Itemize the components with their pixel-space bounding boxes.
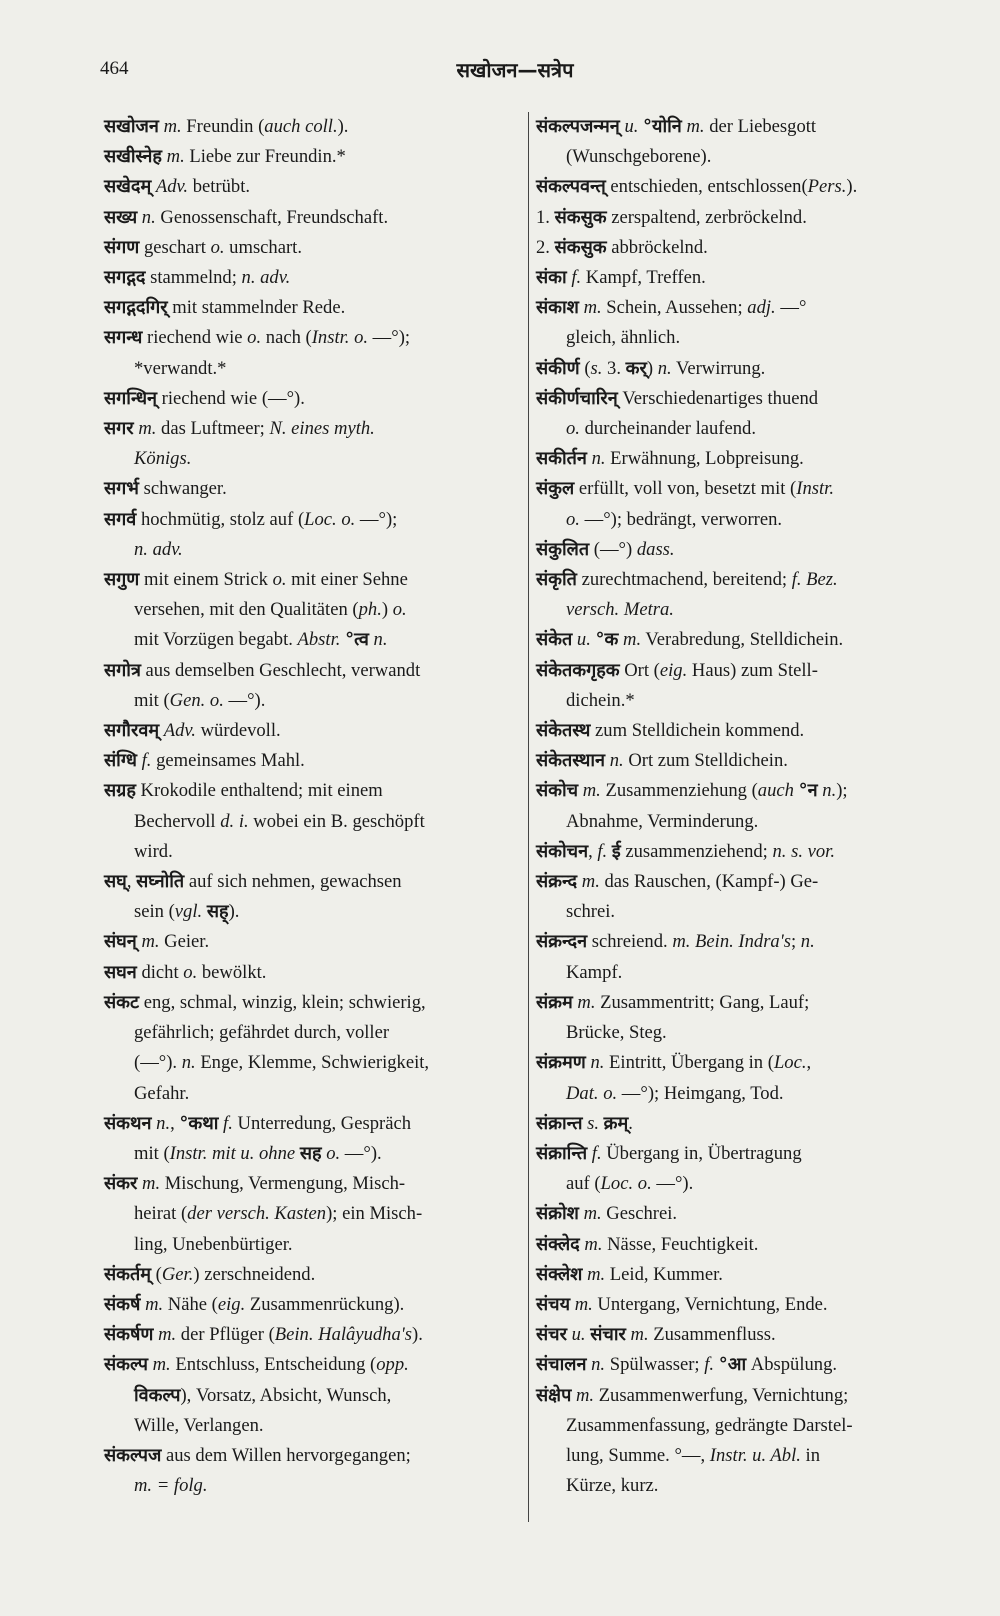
entry-continuation-line: o. durcheinander laufend. — [566, 418, 756, 440]
entry-continuation-line: Gefahr. — [134, 1082, 190, 1104]
entry-line: संकर्षण m. der Pflüger (Bein. Halâyudha's). — [104, 1324, 423, 1346]
entry-continuation-line: *verwandt.* — [134, 357, 227, 379]
dictionary-entry — [536, 1260, 960, 1290]
dictionary-entry — [536, 444, 960, 474]
entry-line: संकल्प m. Entschluss, Entscheidung (opp. — [104, 1354, 409, 1376]
entry-line: संकल्पजन्मन् u. °योनि m. der Liebesgott — [536, 116, 817, 137]
dictionary-entry — [104, 776, 514, 867]
dictionary-entry — [104, 263, 514, 293]
dictionary-entry — [536, 474, 960, 534]
entry-line: संकेतस्थ zum Stelldichein kommend. — [536, 720, 805, 742]
page-header — [100, 58, 930, 88]
entry-line: संक्रम m. Zusammentritt; Gang, Lauf; — [536, 991, 810, 1013]
entry-continuation-line: Dat. o. —°); Heimgang, Tod. — [566, 1082, 784, 1104]
entry-line: संकथन n., °कथा f. Unterredung, Gespräch — [104, 1112, 411, 1134]
entry-continuation-line: versch. Metra. — [566, 599, 674, 621]
entry-line: संकुल erfüllt, voll von, besetzt mit (Instr. — [536, 478, 834, 500]
entry-continuation-line: Abnahme, Verminderung. — [566, 810, 759, 832]
entry-line: सकीर्तन n. Erwähnung, Lobpreisung. — [536, 448, 804, 470]
dictionary-entry — [104, 958, 514, 988]
entry-continuation-line: Kampf. — [566, 961, 623, 983]
entry-line: संकीर्ण (s. 3. कर्) n. Verwirrung. — [536, 357, 766, 379]
entry-continuation-line: Brücke, Steg. — [566, 1022, 667, 1044]
dictionary-entry — [536, 927, 960, 987]
entry-line: सग्रह Krokodile enthaltend; mit einem — [104, 780, 383, 802]
entry-line: संकृति zurechtmachend, bereitend; f. Bez. — [536, 569, 838, 591]
entry-line: संकेतकगृहक Ort (eig. Haus) zum Stell- — [536, 659, 818, 681]
entry-continuation-line: heirat (der versch. Kasten); ein Misch- — [134, 1203, 423, 1225]
entry-line: संक्लेश m. Leid, Kummer. — [536, 1263, 723, 1285]
dictionary-entry — [536, 776, 960, 836]
left-column — [104, 112, 514, 1501]
entry-line: सगन्धिन् riechend wie (—°). — [104, 387, 305, 409]
dictionary-entry — [104, 505, 514, 565]
dictionary-entry — [536, 1350, 960, 1380]
running-head: सखोजन—सत्रेप — [456, 58, 574, 82]
dictionary-entry — [536, 535, 960, 565]
dictionary-entry — [536, 1320, 960, 1350]
entry-continuation-line: lung, Summe. °—, Instr. u. Abl. in — [566, 1444, 821, 1466]
dictionary-entry — [536, 1230, 960, 1260]
entry-line: संक्रमण n. Eintritt, Übergang in (Loc., — [536, 1052, 812, 1074]
dictionary-entry — [104, 112, 514, 142]
entry-line: संकर्तम् (Ger.) zerschneidend. — [104, 1263, 316, 1285]
entry-continuation-line: mit (Instr. mit u. ohne सह o. —°). — [134, 1142, 382, 1164]
entry-line: संगण geschart o. umschart. — [104, 236, 302, 258]
entry-line: सघ्, सघ्नोति auf sich nehmen, gewachsen — [104, 871, 402, 893]
dictionary-entry — [536, 716, 960, 746]
dictionary-entry — [536, 988, 960, 1048]
entry-continuation-line: gleich, ähnlich. — [566, 327, 681, 349]
entry-line: सगुण mit einem Strick o. mit einer Sehne — [104, 569, 408, 591]
entry-line: संक्रन्दन schreiend. m. Bein. Indra's; n. — [536, 931, 815, 953]
entry-line: 2. संकसुक abbröckelnd. — [536, 236, 708, 258]
dictionary-entry — [104, 384, 514, 414]
dictionary-entry — [536, 1048, 960, 1108]
entry-line: संकेतस्थान n. Ort zum Stelldichein. — [536, 750, 788, 772]
entry-line: सगद्गदगिर् mit stammelnder Rede. — [104, 297, 346, 319]
dictionary-entry — [536, 1199, 960, 1229]
entry-line: संक्रान्ति f. Übergang in, Übertragung — [536, 1142, 802, 1164]
dictionary-entry — [536, 1290, 960, 1320]
entry-line: संकेत u. °क m. Verabredung, Stelldichein. — [536, 629, 844, 651]
dictionary-entry — [536, 263, 960, 293]
entry-line: सघन dicht o. bewölkt. — [104, 961, 267, 983]
dictionary-entry — [536, 112, 960, 172]
entry-line: संकर्ष m. Nähe (eig. Zusammenrückung). — [104, 1293, 405, 1315]
entry-line: संचर u. संचार m. Zusammenfluss. — [536, 1324, 776, 1346]
entry-continuation-line: विकल्प), Vorsatz, Absicht, Wunsch, — [134, 1384, 392, 1406]
dictionary-entry — [104, 1320, 514, 1350]
dictionary-entry — [536, 354, 960, 384]
dictionary-entry — [104, 656, 514, 716]
entry-line: संक्रान्त s. क्रम्. — [536, 1112, 633, 1134]
dictionary-entry — [536, 837, 960, 867]
entry-continuation-line: versehen, mit den Qualitäten (ph.) o. — [134, 599, 407, 621]
entry-line: सगोत्र aus demselben Geschlecht, verwandt — [104, 659, 421, 681]
dictionary-entry — [536, 203, 960, 233]
dictionary-entry — [104, 323, 514, 383]
dictionary-entry — [536, 384, 960, 444]
dictionary-entry — [104, 867, 514, 927]
entry-continuation-line: o. —°); bedrängt, verworren. — [566, 508, 783, 530]
entry-line: संघन् m. Geier. — [104, 931, 210, 953]
page-number: 464 — [100, 58, 129, 79]
dictionary-entry — [536, 1109, 960, 1139]
entry-continuation-line: mit (Gen. o. —°). — [134, 689, 266, 711]
dictionary-entry — [104, 142, 514, 172]
dictionary-entry — [104, 233, 514, 263]
entry-continuation-line: sein (vgl. सह्). — [134, 901, 240, 923]
entry-continuation-line: auf (Loc. o. —°). — [566, 1173, 694, 1195]
dictionary-entry — [104, 172, 514, 202]
entry-line: संकल्पवन्त् entschieden, entschlossen(Pers.). — [536, 176, 858, 198]
entry-continuation-line: (Wunschgeborene). — [566, 146, 712, 168]
dictionary-entry — [536, 293, 960, 353]
entry-line: सगर m. das Luftmeer; N. eines myth. — [104, 418, 375, 440]
entry-line: संकर m. Mischung, Vermengung, Misch- — [104, 1173, 406, 1195]
entry-line: संकट eng, schmal, winzig, klein; schwierig, — [104, 991, 426, 1013]
entry-line: संकुलित (—°) dass. — [536, 538, 675, 560]
column-divider — [528, 112, 529, 1522]
dictionary-entry — [104, 474, 514, 504]
entry-continuation-line: ling, Unebenbürtiger. — [134, 1233, 293, 1255]
entry-line: संकोचन, f. ई zusammenziehend; n. s. vor. — [536, 840, 835, 862]
dictionary-entry — [104, 565, 514, 656]
dictionary-entry — [104, 716, 514, 746]
entry-line: संका f. Kampf, Treffen. — [536, 267, 706, 289]
dictionary-entry — [104, 1169, 514, 1260]
entry-line: संकल्पज aus dem Willen hervorgegangen; — [104, 1444, 411, 1466]
dictionary-entry — [104, 203, 514, 233]
dictionary-entry — [104, 746, 514, 776]
dictionary-entry — [536, 172, 960, 202]
dictionary-entry — [104, 927, 514, 957]
entry-line: सगद्गद stammelnd; n. adv. — [104, 267, 291, 289]
dictionary-entry — [536, 233, 960, 263]
dictionary-entry — [104, 1350, 514, 1441]
dictionary-entry — [536, 867, 960, 927]
dictionary-entry — [104, 988, 514, 1109]
entry-continuation-line: dichein.* — [566, 689, 635, 711]
dictionary-entry — [536, 746, 960, 776]
entry-continuation-line: Kürze, kurz. — [566, 1475, 659, 1497]
entry-continuation-line: n. adv. — [134, 538, 183, 560]
entry-continuation-line: wird. — [134, 840, 173, 862]
entry-continuation-line: (—°). n. Enge, Klemme, Schwierigkeit, — [134, 1052, 430, 1074]
entry-continuation-line: mit Vorzügen begabt. Abstr. °त्व n. — [134, 629, 388, 651]
dictionary-entry — [104, 414, 514, 474]
entry-continuation-line: schrei. — [566, 901, 616, 923]
entry-line: संक्लेद m. Nässe, Feuchtigkeit. — [536, 1233, 759, 1255]
entry-continuation-line: gefährlich; gefährdet durch, voller — [134, 1022, 390, 1044]
entry-line: सगौरवम् Adv. würdevoll. — [104, 720, 281, 742]
entry-line: संकोच m. Zusammenziehung (auch °न n.); — [536, 780, 848, 802]
entry-line: सखोजन m. Freundin (auch coll.). — [104, 116, 349, 137]
entry-line: संकाश m. Schein, Aussehen; adj. —° — [536, 297, 807, 319]
entry-line: सखेदम् Adv. betrübt. — [104, 176, 251, 198]
entry-line: सखीस्नेह m. Liebe zur Freundin.* — [104, 146, 346, 168]
entry-line: संचालन n. Spülwasser; f. °आ Abspülung. — [536, 1354, 838, 1376]
dictionary-entry — [536, 1381, 960, 1502]
entry-line: सगर्व hochmütig, stolz auf (Loc. o. —°); — [104, 508, 398, 530]
dictionary-entry — [104, 1290, 514, 1320]
entry-line: सगन्ध riechend wie o. nach (Instr. o. —°); — [104, 327, 411, 349]
dictionary-entry — [104, 1109, 514, 1169]
entry-line: संक्षेप m. Zusammenwerfung, Vernichtung; — [536, 1384, 849, 1406]
dictionary-entry — [536, 565, 960, 625]
dictionary-entry — [104, 293, 514, 323]
dictionary-entry — [536, 625, 960, 655]
entry-line: संक्रन्द m. das Rauschen, (Kampf-) Ge- — [536, 871, 819, 893]
entry-line: संग्धि f. gemeinsames Mahl. — [104, 750, 305, 772]
entry-continuation-line: m. = folg. — [134, 1475, 208, 1497]
entry-line: संकीर्णचारिन् Verschiedenartiges thuend — [536, 387, 819, 409]
dictionary-entry — [536, 1139, 960, 1199]
entry-continuation-line: Königs. — [134, 448, 192, 470]
entry-line: संचय m. Untergang, Vernichtung, Ende. — [536, 1293, 828, 1315]
entry-line: 1. संकसुक zerspaltend, zerbröckelnd. — [536, 206, 807, 228]
right-column — [536, 112, 960, 1501]
entry-continuation-line: Wille, Verlangen. — [134, 1414, 264, 1436]
dictionary-entry — [104, 1441, 514, 1501]
entry-continuation-line: Zusammenfassung, gedrängte Darstel- — [566, 1414, 853, 1436]
entry-line: संक्रोश m. Geschrei. — [536, 1203, 678, 1225]
entry-line: सगर्भ schwanger. — [104, 478, 227, 500]
entry-continuation-line: Bechervoll d. i. wobei ein B. geschöpft — [134, 810, 425, 832]
dictionary-entry — [104, 1260, 514, 1290]
entry-line: सख्य n. Genossenschaft, Freundschaft. — [104, 206, 389, 228]
dictionary-entry — [536, 656, 960, 716]
